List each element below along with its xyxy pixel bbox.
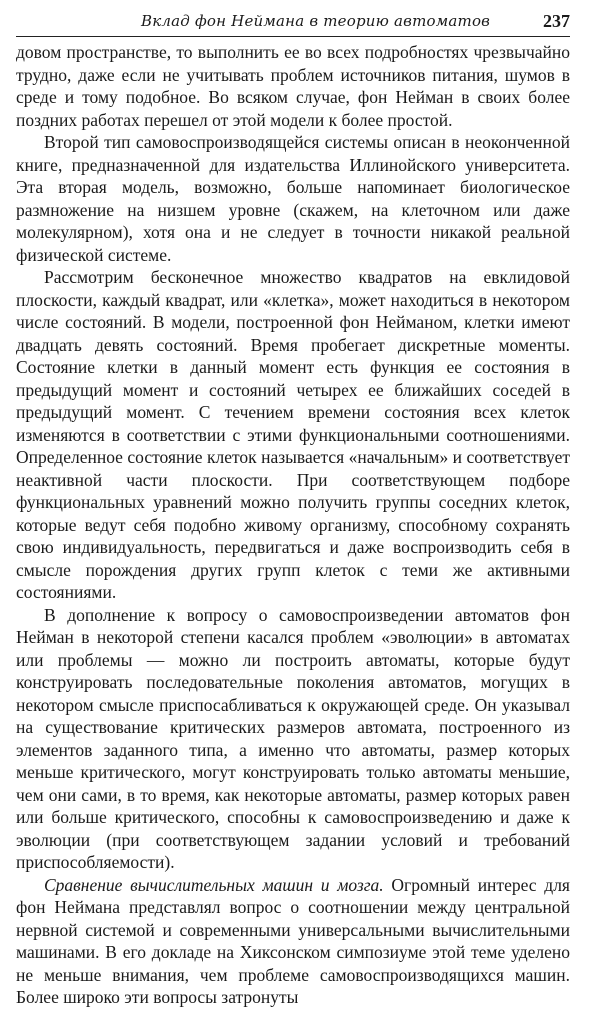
paragraph-second-type: Второй тип самовоспроизводящейся системы описан в неоконченной книге, предназначенной для издательства Иллинойского университета. Эта вторая модель, возможно, больше напоминает биологическое размножение на низшем уровне (скажем, на клеточном или даже молекулярном), хотя она и не следует в точности никакой реальной физической системе.	[16, 132, 570, 265]
paragraph-computers-brain	[16, 874, 570, 1009]
page-number: 237	[543, 11, 570, 31]
section-run-in-heading: Сравнение вычислительных машин и мозга.	[44, 874, 384, 895]
section-paragraph-text: Огромный интерес для фон Неймана представлял вопрос о соотношении между центральной нервной системой и современными универсальными вычислительными машинами. В его докладе на Хиксонском симпозиуме этой теме уделено не меньше внимания, чем проблеме самовоспроизводящихся машин. Более широко эти вопросы затронуты	[16, 874, 570, 1007]
running-title: Вклад фон Неймана в теорию автоматов	[141, 12, 491, 30]
paragraph-cell-model: Рассмотрим бесконечное множество квадратов на евклидовой плоскости, каждый квадрат, или «клетка», может находиться в некотором числе состояний. В модели, построенной фон Нейманом, клетки имеют двадцать девять состояний. Время пробегает дискретные моменты. Состояние клетки в данный момент есть функция ее состояния в предыдущий момент и состояний четырех ее ближайших соседей в предыдущий момент. С течением времени состояния всех клеток изменяются в соответствии с этими функциональными соотношениями. Определенное состояние клеток называется «начальным» и соответствует неактивной части плоскости. При соответствующем подборе функциональных уравнений можно получить группы соседних клеток, которые ведут себя подобно живому организму, способному сохранять свою индивидуальность, передвигаться и даже воспроизводить себя в смысле порождения других групп клеток с теми же активными состояниями.	[16, 267, 570, 602]
body-text	[16, 41, 570, 1009]
paragraph-evolution: В дополнение к вопросу о самовоспроизведении автоматов фон Нейман в некоторой степени касался проблем «эволюции» в автоматах или проблемы — можно ли построить автоматы, которые будут конструировать последовательные поколения автоматов, могущих в некотором смысле приспосабливаться к окружающей среде. Он указывал на существование критических размеров автомата, построенного из элементов заданного типа, а именно что автоматы, размер которых меньше критического, могут конструировать только автоматы меньшие, чем они сами, в то время, как некоторые автоматы, размер которых равен или больше критического, способны к самовоспроизведению и даже к эволюции (при соответствующем задании условий и требований приспособляемости).	[16, 604, 570, 872]
running-head	[16, 8, 570, 37]
paragraph-continuation: довом пространстве, то выполнить ее во всех подробностях чрезвычайно трудно, даже если не учитывать проблем источников питания, шумов в среде и тому подобное. Во всяком случае, фон Нейман в своих более поздних работах перешел от этой модели к более простой.	[16, 42, 570, 130]
